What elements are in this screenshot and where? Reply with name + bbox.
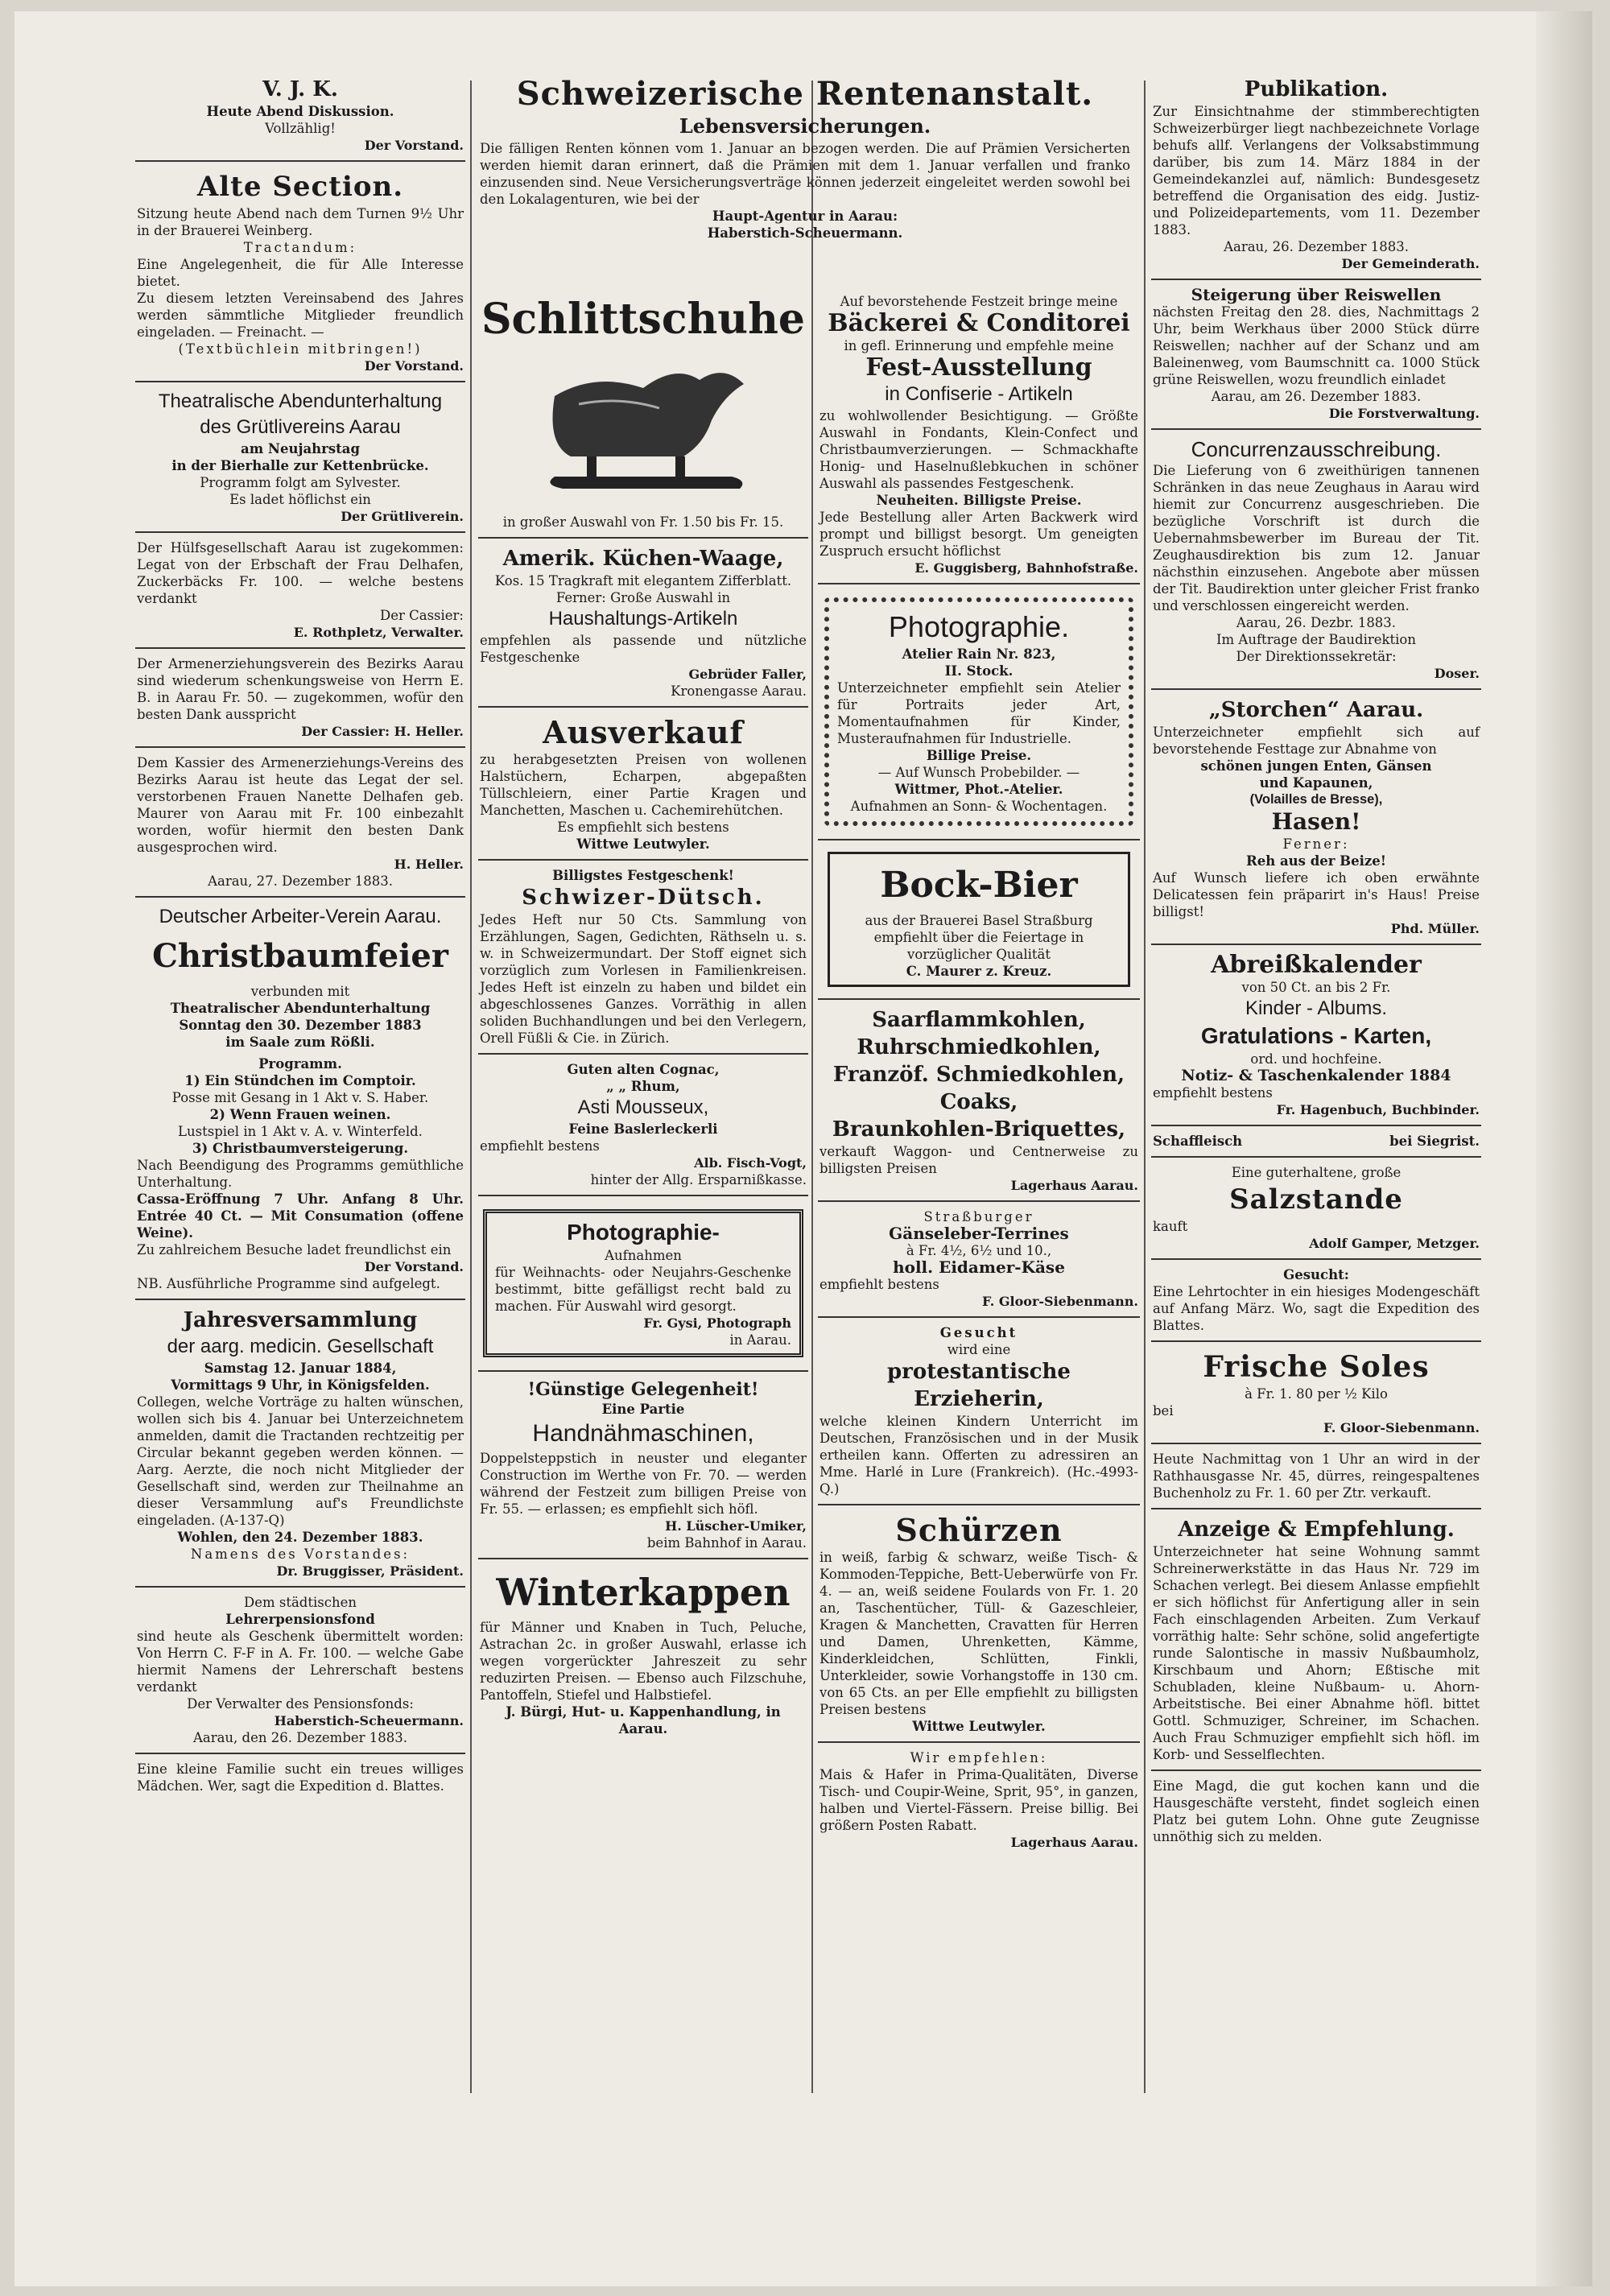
ad-line: Samstag 12. Januar 1884, [204,1361,397,1376]
ad-date: Aarau, am 26. Dezember 1883. [1211,389,1422,404]
ad-title: Schlittschuhe [481,295,805,344]
ad-line: Braunkohlen-Briquettes, [832,1117,1126,1142]
chain-border [824,597,1133,826]
ad-armenverein [135,649,465,748]
ad-arbeiterverein [135,898,465,1300]
ad-title: Photographie- [567,1220,720,1245]
ad-title: Frische Soles [1203,1350,1430,1384]
ad-line: beim Bahnhof in Aarau. [646,1535,807,1551]
ad-body: Mais & Hafer in Prima-Qualitäten, Diverse Tisch- und Coupir-Weine, Sprit, 95°, in ganzen, halben und Viertel-Fässern. Preise billig. Bei größern Posten Rabatt. [819,1767,1138,1833]
column-rule [811,81,813,2093]
ad-line: empfiehlt bestens [819,1277,939,1292]
ad-title: Gesucht: [1283,1267,1349,1282]
ad-signature: Lagerhaus Aarau. [1010,1178,1138,1193]
ad-line: Neuheiten. Billigste Preise. [876,493,1082,508]
ad-line: in der Bierhalle zur Kettenbrücke. [171,458,429,473]
ad-line: 2) Wenn Frauen weinen. [209,1107,391,1122]
ad-line: empfiehlt bestens [480,1138,600,1154]
ad-line: — Auf Wunsch Probebilder. — [877,765,1080,780]
ad-signature: F. Gloor-Siebenmann. [982,1294,1138,1309]
ad-title: Schweizerische Rentenanstalt. [516,75,1094,113]
ad-handnaehmaschinen [478,1372,808,1559]
ad-photographie-wittmer [818,584,1140,840]
ad-line: Asti Mousseux, [577,1096,709,1118]
ad-title: Fest-Ausstellung [865,353,1092,382]
ad-huelfsgesellschaft [135,533,465,649]
ad-line: empfiehlt bestens [1153,1085,1273,1101]
column-1 [135,69,465,1801]
ad-title: Publikation. [1244,77,1389,101]
ad-baeckerei [818,287,1140,584]
ad-line: kauft [1153,1219,1188,1234]
ad-line: hinter der Allg. Ersparnißkasse. [590,1172,807,1187]
ad-line: Saarflammkohlen, [872,1008,1086,1032]
ad-subtitle: Aufnahmen [605,1248,682,1263]
ad-jahresversammlung [135,1300,465,1588]
ad-signature: Fr. Hagenbuch, Buchbinder. [1276,1102,1480,1117]
ad-line: (Volailles de Bresse), [1249,792,1383,807]
ad-line: !Günstige Gelegenheit! [527,1379,759,1400]
ad-body: zu herabgesetzten Preisen von wollenen Halstüchern, Echarpen, abgepaßten Tüllschleiern, einer Partie Kragen und Manchetten, Maschen u. Cachemirehütchen. [480,752,807,818]
ad-line: Posse mit Gesang in 1 Akt v. S. Haber. [171,1090,429,1105]
ad-subtitle: Haushaltungs-Artikeln [548,608,738,630]
ad-body: für Weihnachts- oder Neujahrs-Geschenke bestimmt, bitte gefälligst recht bald zu machen. Für Auswahl wird gesorgt. [495,1265,791,1314]
ad-line: bei Siegrist. [1389,1134,1480,1149]
ad-title: V. J. K. [262,77,338,101]
ad-subtitle: des Grütlivereins Aarau [200,416,401,438]
ad-body: Zur Einsichtnahme der stimmberechtigten Schweizerbürger liegt nachbezeichnete Vorlage behufs allf. Verlangens der Volksabstimmung darüber, bis zum 14. März 1884 in der Gemeindekanzlei auf, nämlich: Bundesgesetz betreffend die Organisation des eidg. Justiz- und Polizeidepartements, vom 11. Dezember 1883. [1153,104,1480,237]
ad-bockbier [818,840,1140,1000]
ad-line: am Neujahrstag [241,441,360,456]
ad-body: Eine kleine Familie sucht ein treues williges Mädchen. Wer, sagt die Expedition d. Blattes. [137,1761,464,1794]
ad-line: Vormittags 9 Uhr, in Königsfelden. [171,1377,430,1393]
ad-signature: Der Cassier: H. Heller. [301,724,464,739]
ad-signature: Der Vorstand. [364,1259,464,1274]
ad-line: in gefl. Erinnerung und empfehle meine [844,338,1114,353]
ad-line: Kos. 15 Tragkraft mit elegantem Zifferblatt. [494,573,792,588]
ad-title: Lehrerpensionsfond [225,1612,375,1627]
ad-body: Die Lieferung von 6 zweithürigen tannenen Schränken in das neue Zeughaus in Aarau wird hiemit zur Concurrenz ausgeschrieben. Die bezügliche Vorschrift ist durch die Uebernahmsbewerber im Bureau der Tit. Zeughausdirektion bis zum 12. Januar nächsthin einzusehen. Angebote aber müssen der Tit. Baudirektion unter gleicher Frist franko und verschlossen eingereicht werden. [1153,463,1480,613]
ad-line: (Textbüchlein mitbringen!) [178,341,423,357]
ad-signature: F. Gloor-Siebenmann. [1323,1420,1480,1435]
column-rule [1144,81,1146,2093]
ad-signature: H. Heller. [394,857,464,872]
column-4 [1151,69,1481,1852]
ad-body: Zu diesem letzten Vereinsabend des Jahres werden sämmtliche Mitglieder freundlich eingeladen. — Freinacht. — [137,291,464,340]
ad-title: Winterkappen [496,1571,791,1614]
ad-date: Aarau, 27. Dezember 1883. [208,873,393,889]
ad-body: in weiß, farbig & schwarz, weiße Tisch- & Kommoden-Teppiche, Bett-Ueberwürfe von Fr. 4. — an, weiß seidene Foulards von Fr. 1. 20 an, Taschentücher, Tüll- & Gazeschleier, Kragen & Manchetten, Cravatten für Herren und Damen, Uhrenketten, Kämme, Kinderkleidchen, Schlütten, Finkli, Unterkleider, sowie Vorhangstoffe in 130 cm. von 65 Cts. an per Elle empfiehlt zu billigsten Preisen bestens [819,1550,1138,1717]
ad-line: à Fr. 1. 80 per ½ Kilo [1245,1386,1388,1402]
ad-line: Straßburger [923,1209,1034,1224]
ad-alte-section [135,162,465,382]
ad-body: sind heute als Geschenk übermittelt worden: Von Herrn C. F-F in A. Fr. 100. — welche Gabe hiermit Namens der Lehrerschaft bestens verdankt [137,1629,464,1695]
ad-date: Aarau, 26. Dezember 1883. [1224,239,1409,254]
ad-subtitle: in Confiserie - Artikeln [885,383,1073,405]
ad-abreisskalender [1151,945,1481,1126]
ad-signature: Haberstich-Scheuermann. [707,225,903,241]
ad-title: Bock-Bier [880,865,1078,906]
ad-line: Guten alten Cognac, [567,1062,720,1077]
ad-body: verkauft Waggon- und Centnerweise zu billigsten Preisen [819,1144,1138,1176]
ad-line: Feine Baslerleckerli [568,1121,718,1137]
ad-photographie-aufnahmen [478,1196,808,1372]
ad-line: wird eine [947,1342,1011,1357]
ad-salzstande [1151,1158,1481,1260]
ad-signature: Doser. [1434,666,1480,681]
ad-body: Auf Wunsch liefere ich oben erwähnte Delicatessen fein präparirt in's Haus! Preise billigst! [1153,870,1480,919]
ad-body: Eine Magd, die gut kochen kann und die Hausgeschäfte versteht, findet sogleich einen Platz bei gutem Lohn. Ohne gute Zeugnisse unnöthig sich zu melden. [1153,1778,1480,1844]
ad-buchenholz [1151,1444,1481,1509]
ad-body: Dem Kassier des Armenerziehungs-Vereins des Bezirks Aarau ist heute das Legat der sel. verstorbenen Frauen Nanette Delhafen geb. Maurer von Aarau mit Fr. 100 einbezahlt worden, wofür hiermit den besten Dank ausgesprochen wird. [137,755,464,855]
ad-body: Unterzeichneter empfiehlt sein Atelier für Portraits jeder Art, Momentaufnahmen für Kinder, Musteraufnahmen für Industrielle. [837,680,1121,746]
ad-signature: E. Rothpletz, Verwalter. [293,625,464,640]
ad-body: Unterzeichneter empfiehlt sich auf bevorstehende Festtage zur Abnahme von [1153,725,1480,757]
ad-line: à Fr. 4½, 6½ und 10., [906,1243,1052,1258]
column-3 [818,287,1140,1857]
ad-title: Steigerung über Reiswellen [1191,285,1442,304]
ad-body: in großer Auswahl von Fr. 1.50 bis Fr. 15. [502,514,784,530]
ad-line: Lustspiel in 1 Akt v. A. v. Winterfeld. [178,1124,423,1139]
page-edge-shadow [1536,11,1592,2286]
ad-line: II. Stock. [944,663,1013,679]
ad-line: Der Cassier: [379,608,464,623]
ad-magd [1151,1771,1481,1852]
ad-winterkappen [478,1559,808,1744]
ad-kohlen [818,1000,1140,1202]
ad-signature: C. Maurer z. Kreuz. [906,964,1052,979]
ad-signature: Die Forstverwaltung. [1328,406,1480,421]
ad-concurrenz [1151,430,1481,690]
ad-signature: E. Guggisberg, Bahnhofstraße. [914,560,1138,576]
ad-title: Handnähmaschinen, [532,1420,754,1447]
ad-signature: Adolf Gamper, Metzger. [1309,1236,1480,1251]
ad-line: Aufnahmen an Sonn- & Wochentagen. [850,799,1108,814]
ad-line: von 50 Ct. an bis 2 Fr. [1241,980,1391,995]
ad-signature: Fr. Gysi, Photograph [643,1315,791,1331]
ad-body: für Männer und Knaben in Tuch, Peluche, Astrachan 2c. in großer Auswahl, erlasse ich wegen vorgerückter Jahreszeit zu sehr reduzirten Preisen. — Ebenso auch Filzschuhe, Pantoffeln, Stiefel und Halbstiefel. [480,1620,807,1703]
ad-body: Doppelsteppstich in neuster und eleganter Construction im Werthe von Fr. 70. — werden während der Festzeit zum billigen Preise von Fr. 55. — erlassen; es empfiehlt sich höfl. [480,1451,807,1517]
ad-line: Notiz- & Taschenkalender 1884 [1181,1067,1451,1084]
ad-line: Sonntag den 30. Dezember 1883 [179,1018,422,1033]
ad-line: Billigstes Festgeschenk! [552,868,734,883]
ad-date: Wohlen, den 24. Dezember 1883. [177,1530,423,1545]
ad-line: Namens des Vorstandes: [190,1546,411,1562]
ad-line: Dem städtischen [243,1595,357,1610]
ad-line: Programm. [258,1056,342,1072]
ad-title: Deutscher Arbeiter-Verein Aarau. [159,906,442,927]
ad-familie [135,1754,465,1801]
ad-line: ord. und hochfeine. [1250,1051,1382,1067]
ad-title: Amerik. Küchen-Waage, [502,547,784,571]
ad-line: Ruhrschmiedkohlen, [857,1035,1101,1059]
ad-signature: Der Grütliverein. [341,509,464,524]
ad-title: Anzeige & Empfehlung. [1178,1518,1455,1542]
ad-line: Reh aus der Beize! [1246,853,1386,869]
ad-erzieherin [818,1318,1140,1505]
ad-body: Eine Lehrtochter in ein hiesiges Modengeschäft auf Anfang März. Wo, sagt die Expedition des Blattes. [1153,1284,1480,1333]
ad-line: bei [1153,1403,1174,1418]
ad-line: Wir empfehlen: [910,1750,1048,1765]
ad-body: empfehlen als passende und nützliche Festgeschenke [480,633,807,665]
ad-ausverkauf [478,708,808,861]
ad-body: Heute Nachmittag von 1 Uhr an wird in der Rathhausgasse Nr. 45, dürres, reingespaltenes Buchenholz zu Fr. 1. 60 per Ztr. verkauft. [1153,1452,1480,1501]
ad-signature: Wittwe Leutwyler. [576,836,710,852]
ad-date: Aarau, 26. Dezbr. 1883. [1236,615,1397,630]
ad-schlittschuhe [478,287,808,539]
column-2 [478,287,808,1744]
ad-title: Gänseleber-Terrines [889,1224,1069,1243]
ad-line: Franzöf. Schmiedkohlen, [832,1063,1125,1087]
ad-schwizer-duetsch [478,861,808,1055]
boxed-ad [828,852,1130,987]
ad-line: Kinder - Albums. [1245,997,1388,1019]
ad-body: Jede Bestellung aller Arten Backwerk wird prompt und billigst besorgt. Um geneigten Zuspruch ersucht höflichst [819,510,1138,559]
column-rule [470,81,472,2093]
ad-line: und Kapaunen, [1259,775,1373,791]
ad-line: Billige Preise. [926,748,1032,763]
ad-signature: Der Gemeinderath. [1341,256,1480,271]
ad-line: im Saale zum Rößli. [225,1034,375,1050]
ad-schuerzen [818,1505,1140,1743]
ad-title: Salzstande [1229,1183,1403,1216]
ad-line: Heute Abend Diskussion. [206,104,394,119]
ad-body: Nach Beendigung des Programms gemüthliche Unterhaltung. [137,1158,464,1190]
ad-line: Ferner: Große Auswahl in [555,590,731,605]
ad-body: Collegen, welche Vorträge zu halten wünschen, wollen sich bis 4. Januar bei Unterzeichnetem anmelden, damit die Tractanden rechtzeitig per Circular bekannt gegeben werden können. — Aarg. Aerzte, die noch nicht Mitglieder der Gesellschaft sind, werden zur Theilnahme an dieser Versammlung auf's Freundlichste eingeladen. (A-137-Q) [137,1394,464,1528]
ad-line: Es ladet höflichst ein [229,492,371,507]
ad-title: Schwizer-Dütsch. [522,886,765,910]
ad-theater [135,382,465,533]
ad-title: Bäckerei & Conditorei [828,309,1130,337]
ad-subtitle: Lebensversicherungen. [679,114,931,138]
ad-line: Schaffleisch [1153,1134,1243,1149]
ad-signature: Wittmer, Phot.-Atelier. [894,782,1063,797]
ad-anzeige-empfehlung [1151,1509,1481,1771]
ad-signature: Phd. Müller. [1390,921,1480,936]
ad-body: Sitzung heute Abend nach dem Turnen 9½ Uhr in der Brauerei Weinberg. [137,206,464,238]
ad-signature: Dr. Bruggisser, Präsident. [276,1563,464,1579]
ad-line: holl. Eidamer-Käse [893,1257,1065,1277]
ad-signature: J. Bürgi, Hut- u. Kappenhandlung, in Aarau. [506,1704,781,1736]
ad-body: Zu zahlreichem Besuche ladet freundlichst ein [137,1242,452,1257]
ad-body: nächsten Freitag den 28. dies, Nachmittags 2 Uhr, beim Werkhaus über 2000 Stück dürre Reiswellen; nachher auf der Schanz und am Baleinenweg, vom Baumschnitt ca. 1000 Stück grüne Reiswellen, wozu freundlich einladet [1153,304,1480,387]
ad-line: Vollzählig! [265,121,336,136]
ad-reiswellen [1151,280,1481,430]
ad-body: Eine Angelegenheit, die für Alle Interesse bietet. [137,257,464,289]
boxed-ad [483,1209,803,1357]
ad-lehrerpensionsfond [135,1588,465,1754]
ad-line: Kronengasse Aarau. [671,683,807,699]
ad-title: Jahresversammlung [183,1308,418,1332]
ad-body: Der Armenerziehungsverein des Bezirks Aarau sind wiederum schenkungsweise von Herrn E. B. in Aarau Fr. 50. — zugekommen, wofür den besten Dank ausspricht [137,656,464,722]
ad-line: Der Direktionssekretär: [1236,649,1397,664]
ad-line: 1) Ein Stündchen im Comptoir. [184,1073,416,1088]
ad-armenverein-legat [135,748,465,898]
ad-line: Es empfiehlt sich bestens [557,820,729,835]
ad-publikation [1151,69,1481,280]
ad-body: aus der Brauerei Basel Straßburg empfiehlt über die Feiertage in vorzüglicher Qualität [865,913,1093,962]
ad-line: Der Verwalter des Pensionsfonds: [187,1696,414,1712]
ad-signature: Lagerhaus Aarau. [1010,1835,1138,1850]
ad-line: in Aarau. [729,1332,791,1348]
ad-line: Coaks, [939,1090,1018,1114]
ad-line: Haupt-Agentur in Aarau: [712,209,898,224]
ad-schaffleisch [1151,1126,1481,1158]
ad-line: Atelier Rain Nr. 823, [902,646,1056,662]
ad-line: Programm folgt am Sylvester. [200,475,401,490]
ad-title: Schürzen [895,1512,1063,1548]
ad-signature: Wittwe Leutwyler. [912,1719,1046,1734]
ad-line: Theatralischer Abendunterhaltung [170,1001,431,1016]
ad-signature: Der Vorstand. [364,358,464,374]
ad-title: Ausverkauf [543,714,744,750]
ad-kuechenwaage [478,539,808,708]
ad-subtitle: der aarg. medicin. Gesellschaft [167,1336,434,1357]
ad-line: 3) Christbaumversteigerung. [192,1141,409,1156]
ad-body: Jedes Heft nur 50 Cts. Sammlung von Erzählungen, Sagen, Gedichten, Räthseln u. s. w. in Schweizermundart. Der Stoff eignet sich vorzüglich zum Vorlesen in Familienkreisen. Jedes Heft ist einzeln zu haben und bildet ein abgeschlossenes Ganzes. Vorräthig in allen soliden Buchhandlungen und bei den Verlegern, Orell Füßli & Cie. in Zürich. [480,912,807,1046]
ad-title: Theatralische Abendunterhaltung [158,390,443,412]
ad-headline: Christbaumfeier [152,937,448,975]
ad-line: Gratulations - Karten, [1200,1023,1432,1048]
ad-line: Eine Partie [601,1402,685,1417]
ice-skate-icon [522,348,764,509]
ad-title: „Storchen“ Aarau. [1208,698,1424,722]
column-2-top [478,69,1132,248]
ad-line: Eine guterhaltene, große [1231,1165,1402,1180]
ad-signature: H. Lüscher-Umiker, [665,1518,807,1534]
ad-line: „ „ Rhum, [606,1079,680,1094]
ad-line: Tractandum: [243,240,357,255]
ad-line: Ferner: [1282,836,1350,852]
ad-signature: Der Vorstand. [364,138,464,153]
ad-date: Aarau, den 26. Dezember 1883. [192,1730,408,1745]
ad-title: Photographie. [888,610,1070,643]
ad-signature: Alb. Fisch-Vogt, [694,1155,807,1171]
ad-body: Cassa-Eröffnung 7 Uhr. Anfang 8 Uhr. Entrée 40 Ct. — Mit Consumation (offene Weine). [137,1191,464,1241]
ad-note: NB. Ausführliche Programme sind aufgelegt. [137,1276,440,1291]
ad-title: Concurrenzausschreibung. [1191,437,1442,461]
ad-title: protestantische Erzieherin, [887,1360,1071,1411]
ad-body: Unterzeichneter hat seine Wohnung sammt Schreinerwerkstätte in das Haus Nr. 729 im Schachen verlegt. Bei diesem Anlasse empfiehlt er sich höflichst für Anfertigung aller in sein Fach einschlagenden Arbeiten. Zum Verkauf vorräthig halte: Sehr schöne, solid angefertigte runde Salontische in massiv Nußbaumholz, Kirschbaum und Ahorn; Eßtische mit Schubladen, kleine Nußbaum- u. Ahorn-Arbeitstische. Bei einer Abnahme höfl. bittet Gottl. Schmuziger, Schreiner, im Schachen. Auch Frau Schmuziger empfiehlt sich höfl. im Korb- und Sesselflechten. [1153,1544,1480,1762]
ad-title: Alte Section. [196,171,404,203]
ad-line: Gesucht [939,1325,1018,1340]
ad-body: Der Hülfsgesellschaft Aarau ist zugekommen: Legat von der Erbschaft der Frau Delhafen, Zuckerbäcks Fr. 100. — welche bestens verdankt [137,540,464,606]
ad-vjk [135,69,465,162]
ad-body: welche kleinen Kindern Unterricht im Deutschen, Französischen und in der Musik ertheilen kann. Offerten zu adressiren an Mme. Harlé in Lure (Frankreich). (Hc.-4993-Q.) [819,1414,1138,1497]
ad-line: schönen jungen Enten, Gänsen [1200,758,1432,774]
ad-signature: Gebrüder Faller, [688,667,807,682]
ad-cognac [478,1055,808,1196]
ad-line: Im Auftrage der Baudirektion [1216,632,1416,647]
ad-rentenanstalt [478,69,1132,248]
ad-gesucht [1151,1260,1481,1342]
ad-title: Abreißkalender [1211,951,1422,979]
ad-gaenseleber [818,1202,1140,1318]
ad-signature: Haberstich-Scheuermann. [274,1713,464,1728]
ad-line: Hasen! [1271,808,1361,835]
ad-line: verbunden mit [250,984,350,999]
ad-storchen [1151,690,1481,945]
ad-body: Die fälligen Renten können vom 1. Januar an bezogen werden. Die auf Prämien Versicherten werden hiemit daran erinnert, daß die Prämien mit dem 1. Januar verfallen und franko einzusenden sind. Neue Versicherungsverträge können jederzeit eingeleitet werden sowohl bei den Lokalagenturen, wie bei der [480,141,1130,207]
ad-mais-hafer [818,1743,1140,1857]
ad-body: zu wohlwollender Besichtigung. — Größte Auswahl in Fondants, Klein-Confect und Christbaumverzierungen. — Schmackhafte Honig- und Haselnußlebkuchen in schöner Auswahl als passendes Festgeschenk. [819,408,1138,491]
ad-frische-soles [1151,1342,1481,1444]
ad-line: Auf bevorstehende Festzeit bringe meine [840,294,1118,309]
